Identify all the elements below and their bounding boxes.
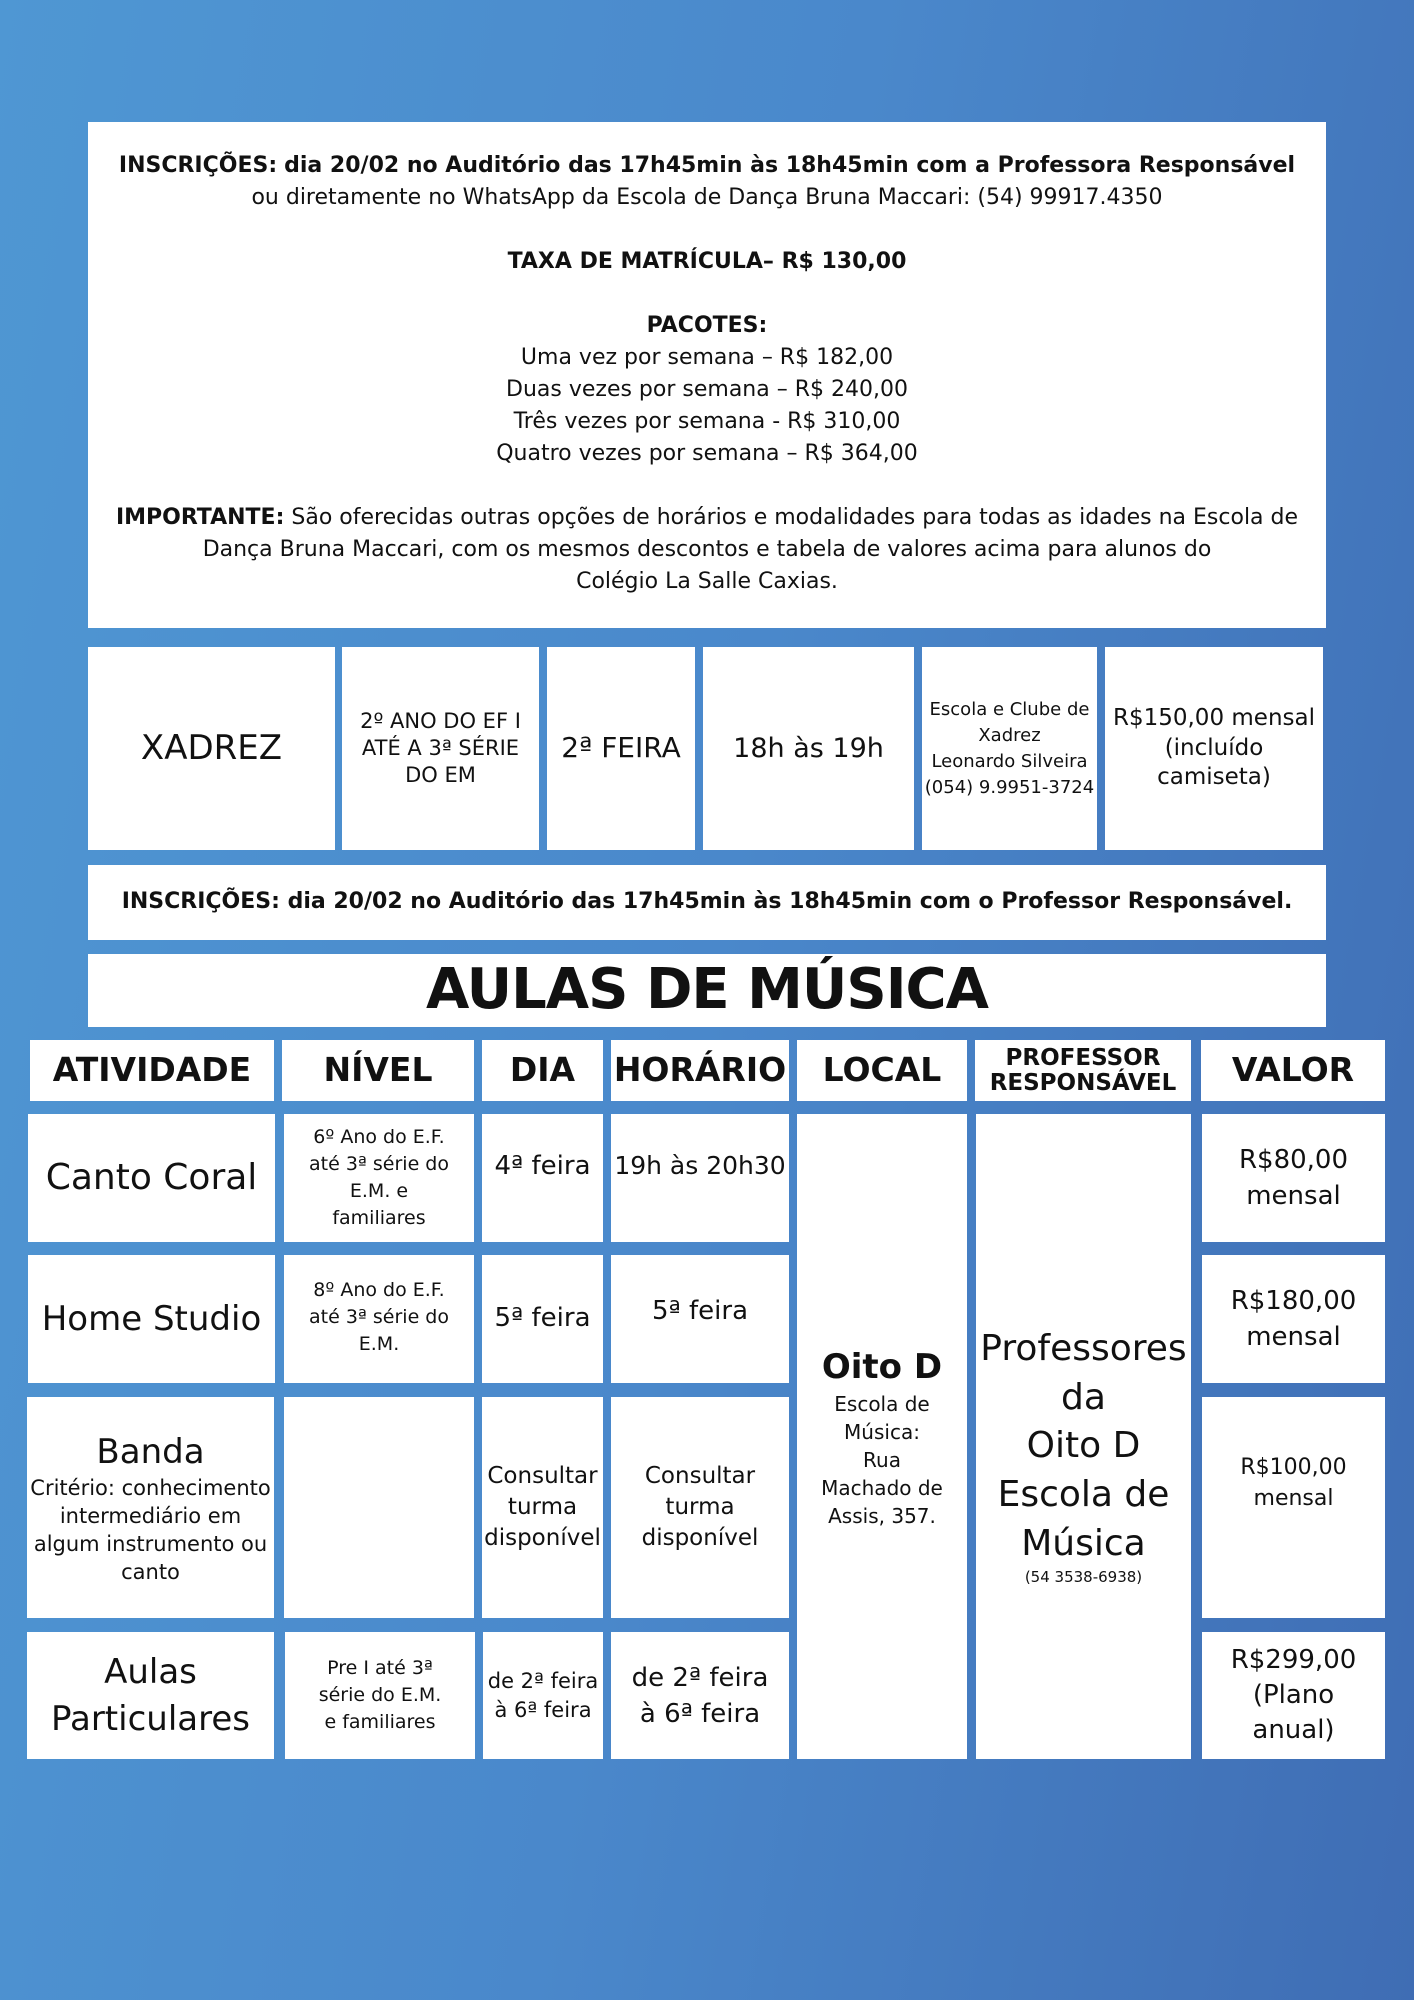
header-time <box>611 1040 789 1101</box>
row-level <box>285 1632 475 1759</box>
row-time <box>611 1114 789 1242</box>
cell-text: Home Studio <box>41 1298 262 1339</box>
chess-price-cell <box>1105 647 1323 850</box>
cell-text: R$180,00 <box>1230 1286 1357 1316</box>
cell-text: Escola de <box>834 1391 930 1416</box>
row-level-empty <box>284 1397 474 1618</box>
location-name: Oito D <box>821 1346 943 1387</box>
whatsapp-line: ou diretamente no WhatsApp da Escola de Dança Bruna Maccari: (54) 99917.4350 <box>251 185 1163 210</box>
package-item: Uma vez por semana – R$ 182,00 <box>520 345 894 370</box>
cell-text: Música <box>1021 1522 1146 1564</box>
cell-text: disponível <box>484 1525 601 1551</box>
cell-text: 5ª feira <box>651 1296 749 1326</box>
cell-text: à 6ª feira <box>494 1697 592 1722</box>
cell-text: de 2ª feira <box>487 1668 599 1693</box>
cell-text: São oferecidas outras opções de horários e modalidades para todas as idades na Escola de <box>291 505 1299 530</box>
cell-text: ATÉ A 3ª SÉRIE <box>361 735 520 760</box>
important-line: Dança Bruna Maccari, com os mesmos descontos e tabela de valores acima para alunos do <box>202 537 1212 562</box>
row-activity <box>27 1397 274 1618</box>
cell-text: 19h às 20h30 <box>614 1151 786 1180</box>
chess-time-cell <box>703 647 914 850</box>
cell-text: Rua <box>863 1447 901 1472</box>
cell-text: R$299,00 <box>1230 1645 1357 1675</box>
header-activity <box>30 1040 274 1101</box>
cell-text: (incluído camiseta) <box>1157 734 1271 791</box>
package-item: Quatro vezes por semana – R$ 364,00 <box>496 441 918 466</box>
cell-text: de 2ª feira <box>631 1662 769 1693</box>
cell-text: disponível <box>641 1525 759 1551</box>
enrollment-info-box <box>88 122 1326 628</box>
cell-text: E.M. e <box>349 1180 409 1202</box>
cell-text: até 3ª série do <box>309 1153 449 1175</box>
enrollment-line <box>119 150 1295 182</box>
cell-text: IMPORTANTE: <box>115 505 285 530</box>
cell-text: Xadrez <box>978 724 1041 746</box>
cell-text: Pre I até 3ª <box>327 1657 433 1679</box>
cell-text: HORÁRIO <box>613 1050 787 1090</box>
location-merged-cell <box>797 1114 967 1759</box>
cell-text: Consultar <box>487 1463 598 1489</box>
chess-enrollment-banner <box>88 865 1326 940</box>
cell-text: RESPONSÁVEL <box>989 1069 1177 1096</box>
cell-text: (054) 9.9951-3724 <box>924 776 1095 798</box>
cell-text: VALOR <box>1231 1050 1355 1090</box>
header-teacher <box>975 1040 1191 1101</box>
header-day <box>482 1040 603 1101</box>
row-day <box>482 1397 603 1618</box>
cell-text: PROFESSOR <box>1005 1044 1161 1071</box>
cell-text: turma <box>665 1494 735 1520</box>
cell-text: NÍVEL <box>323 1050 433 1090</box>
cell-text: TAXA DE MATRÍCULA– R$ 130,00 <box>507 249 907 274</box>
package-item: Três vezes por semana - R$ 310,00 <box>513 409 901 434</box>
cell-text: Professores <box>980 1328 1187 1370</box>
cell-text: Particulares <box>51 1698 250 1739</box>
row-level <box>284 1114 474 1242</box>
teacher-phone: (54 3538-6938) <box>1024 1568 1143 1587</box>
cell-text: Leonardo Silveira <box>931 750 1088 772</box>
criterion-line: intermediário em <box>59 1503 242 1528</box>
cell-text: 8º Ano do E.F. <box>313 1279 445 1301</box>
row-day <box>483 1632 603 1759</box>
cell-text: mensal <box>1253 1486 1334 1511</box>
cell-text: série do E.M. <box>318 1684 442 1706</box>
cell-text: ATIVIDADE <box>52 1050 252 1090</box>
cell-text: (Plano <box>1252 1680 1335 1710</box>
cell-text: Oito D <box>1026 1425 1141 1467</box>
chess-location-cell <box>922 647 1097 850</box>
activity-name: Banda <box>96 1431 205 1472</box>
chess-level-cell <box>342 647 539 850</box>
cell-text: PACOTES: <box>646 313 768 338</box>
row-price <box>1202 1397 1385 1618</box>
row-day <box>482 1255 603 1383</box>
cell-text: Escola de <box>997 1474 1170 1516</box>
cell-text: dia 20/02 no Auditório das 17h45min às 18h45min com a Professora Responsável <box>284 153 1296 178</box>
cell-text: E.M. <box>358 1333 400 1355</box>
cell-text: DIA <box>509 1050 576 1090</box>
cell-text: 5ª feira <box>494 1303 591 1334</box>
cell-text: Escola e Clube de <box>929 698 1090 720</box>
cell-text: R$80,00 <box>1238 1145 1349 1175</box>
row-activity <box>28 1255 275 1383</box>
cell-text: mensal <box>1246 1322 1341 1352</box>
cell-text: R$150,00 mensal <box>1112 704 1315 731</box>
cell-text: Aulas <box>104 1651 197 1692</box>
cell-text: Música: <box>844 1419 920 1444</box>
cell-text: à 6ª feira <box>639 1698 761 1729</box>
cell-text: 2ª FEIRA <box>561 731 681 765</box>
row-price <box>1202 1255 1385 1383</box>
row-time <box>611 1255 789 1383</box>
row-activity <box>27 1632 274 1759</box>
cell-text: turma <box>507 1494 578 1520</box>
row-activity <box>28 1114 275 1242</box>
cell-text: até 3ª série do <box>309 1306 449 1328</box>
cell-text: DO EM <box>405 763 476 788</box>
teacher-merged-cell <box>976 1114 1191 1759</box>
important-line: Colégio La Salle Caxias. <box>576 569 838 594</box>
criterion-line: Critério: conhecimento <box>30 1475 271 1500</box>
header-price <box>1201 1040 1385 1101</box>
cell-text: XADREZ <box>140 728 283 769</box>
cell-text: 18h às 19h <box>733 732 884 764</box>
row-time <box>611 1632 789 1759</box>
important-line <box>116 502 1298 534</box>
row-level <box>284 1255 474 1383</box>
registration-fee <box>508 246 907 278</box>
cell-text: 2º ANO DO EF I <box>360 708 521 733</box>
header-level <box>282 1040 474 1101</box>
music-section-title <box>88 954 1326 1027</box>
criterion-line: canto <box>121 1559 180 1584</box>
chess-activity-cell <box>88 647 335 850</box>
cell-text: Machado de <box>821 1475 943 1500</box>
cell-text: R$100,00 <box>1240 1455 1347 1480</box>
cell-text: da <box>1061 1376 1106 1418</box>
cell-text: 6º Ano do E.F. <box>313 1126 445 1148</box>
row-day <box>482 1114 603 1242</box>
cell-text: 4ª feira <box>494 1151 591 1181</box>
cell-text: INSCRIÇÕES: dia 20/02 no Auditório das 17h45min às 18h45min com o Professor Responsável. <box>121 889 1293 915</box>
cell-text: anual) <box>1252 1715 1335 1745</box>
cell-text: Consultar <box>644 1463 756 1489</box>
cell-text: AULAS DE MÚSICA <box>426 957 988 1023</box>
criterion-line: algum instrumento ou <box>33 1531 268 1556</box>
package-item: Duas vezes por semana – R$ 240,00 <box>506 377 908 402</box>
cell-text: mensal <box>1246 1181 1341 1211</box>
cell-text: familiares <box>332 1207 426 1229</box>
row-price <box>1202 1114 1385 1242</box>
chess-day-cell <box>547 647 695 850</box>
row-price <box>1202 1632 1385 1759</box>
cell-text: Assis, 357. <box>828 1503 936 1528</box>
cell-text: Canto Coral <box>45 1156 258 1198</box>
cell-text: e familiares <box>324 1711 436 1733</box>
row-time <box>611 1397 789 1618</box>
packages-title <box>647 310 768 342</box>
cell-text: LOCAL <box>822 1050 942 1090</box>
cell-text: INSCRIÇÕES: <box>118 153 278 178</box>
header-location <box>797 1040 967 1101</box>
